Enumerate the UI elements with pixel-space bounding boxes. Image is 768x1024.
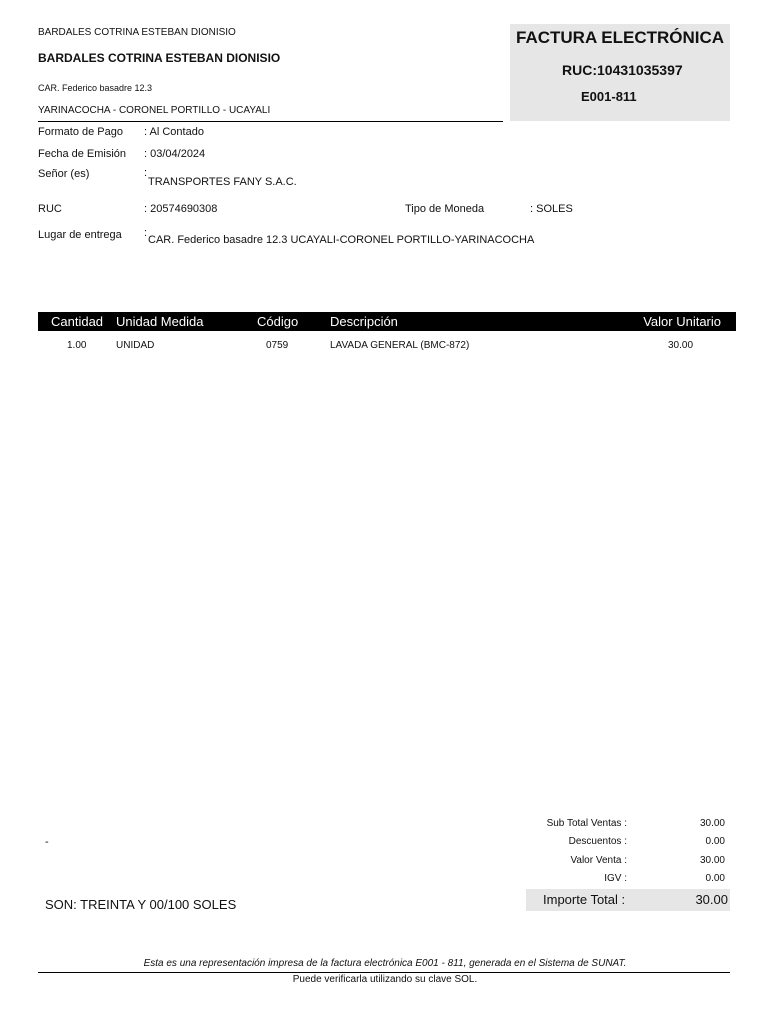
col-unit-value: Valor Unitario [643,314,721,329]
dash-mark: - [45,836,49,848]
footer-legal-note: Esta es una representación impresa de la factura electrónica E001 - 811, generada en el Sistema de SUNAT. [143,958,627,969]
discount-label: Descuentos : [568,836,627,847]
issuer-name: BARDALES COTRINA ESTEBAN DIONISIO [38,51,281,65]
payment-value: : Al Contado [144,126,204,138]
document-title: FACTURA ELECTRÓNICA [516,28,725,47]
total-label: Importe Total : [543,892,626,907]
subtotal-label: Sub Total Ventas : [546,818,627,829]
document-series: E001-811 [581,89,637,104]
col-description: Descripción [330,314,398,329]
igv-value: 0.00 [705,873,725,884]
issuer-header-name: BARDALES COTRINA ESTEBAN DIONISIO [38,27,236,38]
date-label: Fecha de Emisión [38,148,127,160]
col-quantity: Cantidad [51,314,104,329]
items-table-header [38,312,736,331]
client-value: TRANSPORTES FANY S.A.C. [148,176,297,188]
issuer-address: CAR. Federico basadre 12.3 [38,83,153,93]
footer-divider [38,972,730,973]
sale-label: Valor Venta : [570,855,627,866]
ruc-label: RUC [38,203,62,215]
delivery-value: CAR. Federico basadre 12.3 UCAYALI-CORONEL PORTILLO-YARINACOCHA [148,234,535,246]
ruc-value: : 20574690308 [144,203,218,215]
payment-label: Formato de Pago [38,126,123,138]
issuer-divider [38,121,503,122]
amount-in-words: SON: TREINTA Y 00/100 SOLES [45,897,237,912]
row-quantity: 1.00 [67,340,87,351]
row-unit: UNIDAD [116,340,155,351]
delivery-label: Lugar de entrega [38,229,122,241]
row-description: LAVADA GENERAL (BMC-872) [330,340,470,351]
client-colon: : [144,167,148,179]
currency-label: Tipo de Moneda [405,203,485,215]
col-code: Código [257,314,299,329]
discount-value: 0.00 [705,836,725,847]
currency-value: : SOLES [530,203,573,215]
igv-label: IGV : [604,873,627,884]
total-value: 30.00 [695,892,728,907]
client-label: Señor (es) [38,168,90,180]
sale-value: 30.00 [699,855,725,866]
row-code: 0759 [266,340,289,351]
date-value: : 03/04/2024 [144,148,206,160]
delivery-colon: : [144,227,148,239]
row-unit-value: 30.00 [668,340,694,351]
subtotal-value: 30.00 [699,818,725,829]
col-unit: Unidad Medida [116,314,204,329]
issuer-location: YARINACOCHA - CORONEL PORTILLO - UCAYALI [38,105,271,116]
document-ruc: RUC:10431035397 [562,62,683,78]
footer-verify-note: Puede verificarla utilizando su clave SOL. [292,974,478,985]
